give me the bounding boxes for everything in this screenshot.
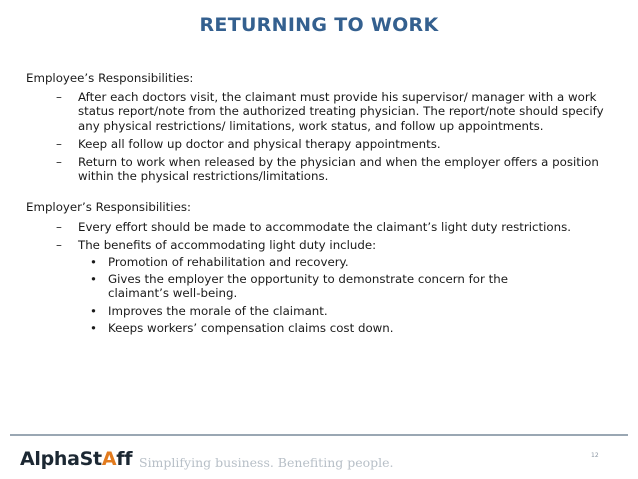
- logo-text-start: AlphaSt: [20, 448, 102, 470]
- employer-list: [26, 220, 616, 335]
- list-item: – Return to work when released by the physician and when the employer offers a position within the physical restrictions/limitations.: [56, 155, 616, 183]
- list-item: – After each doctors visit, the claimant must provide his supervisor/ manager with a work status report/note from the authorized treating physician. The report/note should specify any physical restrictions/ limitations, work status, and follow up appointments.: [56, 90, 616, 133]
- employer-heading: Employer’s Responsibilities:: [26, 200, 191, 215]
- footer-tagline: Simplifying business. Benefiting people.: [139, 455, 394, 470]
- benefit-item: • Promotion of rehabilitation and recovery.: [90, 255, 560, 269]
- logo-text-end: ff: [116, 448, 133, 470]
- logo-accent-letter: A: [101, 448, 117, 470]
- footer-divider: [10, 434, 628, 436]
- benefit-item: • Gives the employer the opportunity to demonstrate concern for the claimant’s well-being.: [90, 272, 560, 300]
- list-item: – Every effort should be made to accommodate the claimant’s light duty restrictions.: [56, 220, 616, 234]
- employee-heading: Employee’s Responsibilities:: [26, 71, 194, 85]
- page-number: 12: [591, 452, 599, 459]
- benefit-item: • Improves the morale of the claimant.: [90, 304, 560, 318]
- alphastaff-logo: [20, 448, 132, 470]
- list-item: – Keep all follow up doctor and physical therapy appointments.: [56, 137, 616, 151]
- list-item: [56, 238, 616, 335]
- benefit-item: • Keeps workers’ compensation claims cost down.: [90, 321, 560, 335]
- slide-body: [26, 71, 616, 335]
- employee-list: [26, 90, 616, 183]
- benefits-intro: The benefits of accommodating light duty include:: [78, 237, 377, 252]
- slide-title: RETURNING TO WORK: [199, 14, 439, 36]
- benefits-list: [78, 255, 616, 335]
